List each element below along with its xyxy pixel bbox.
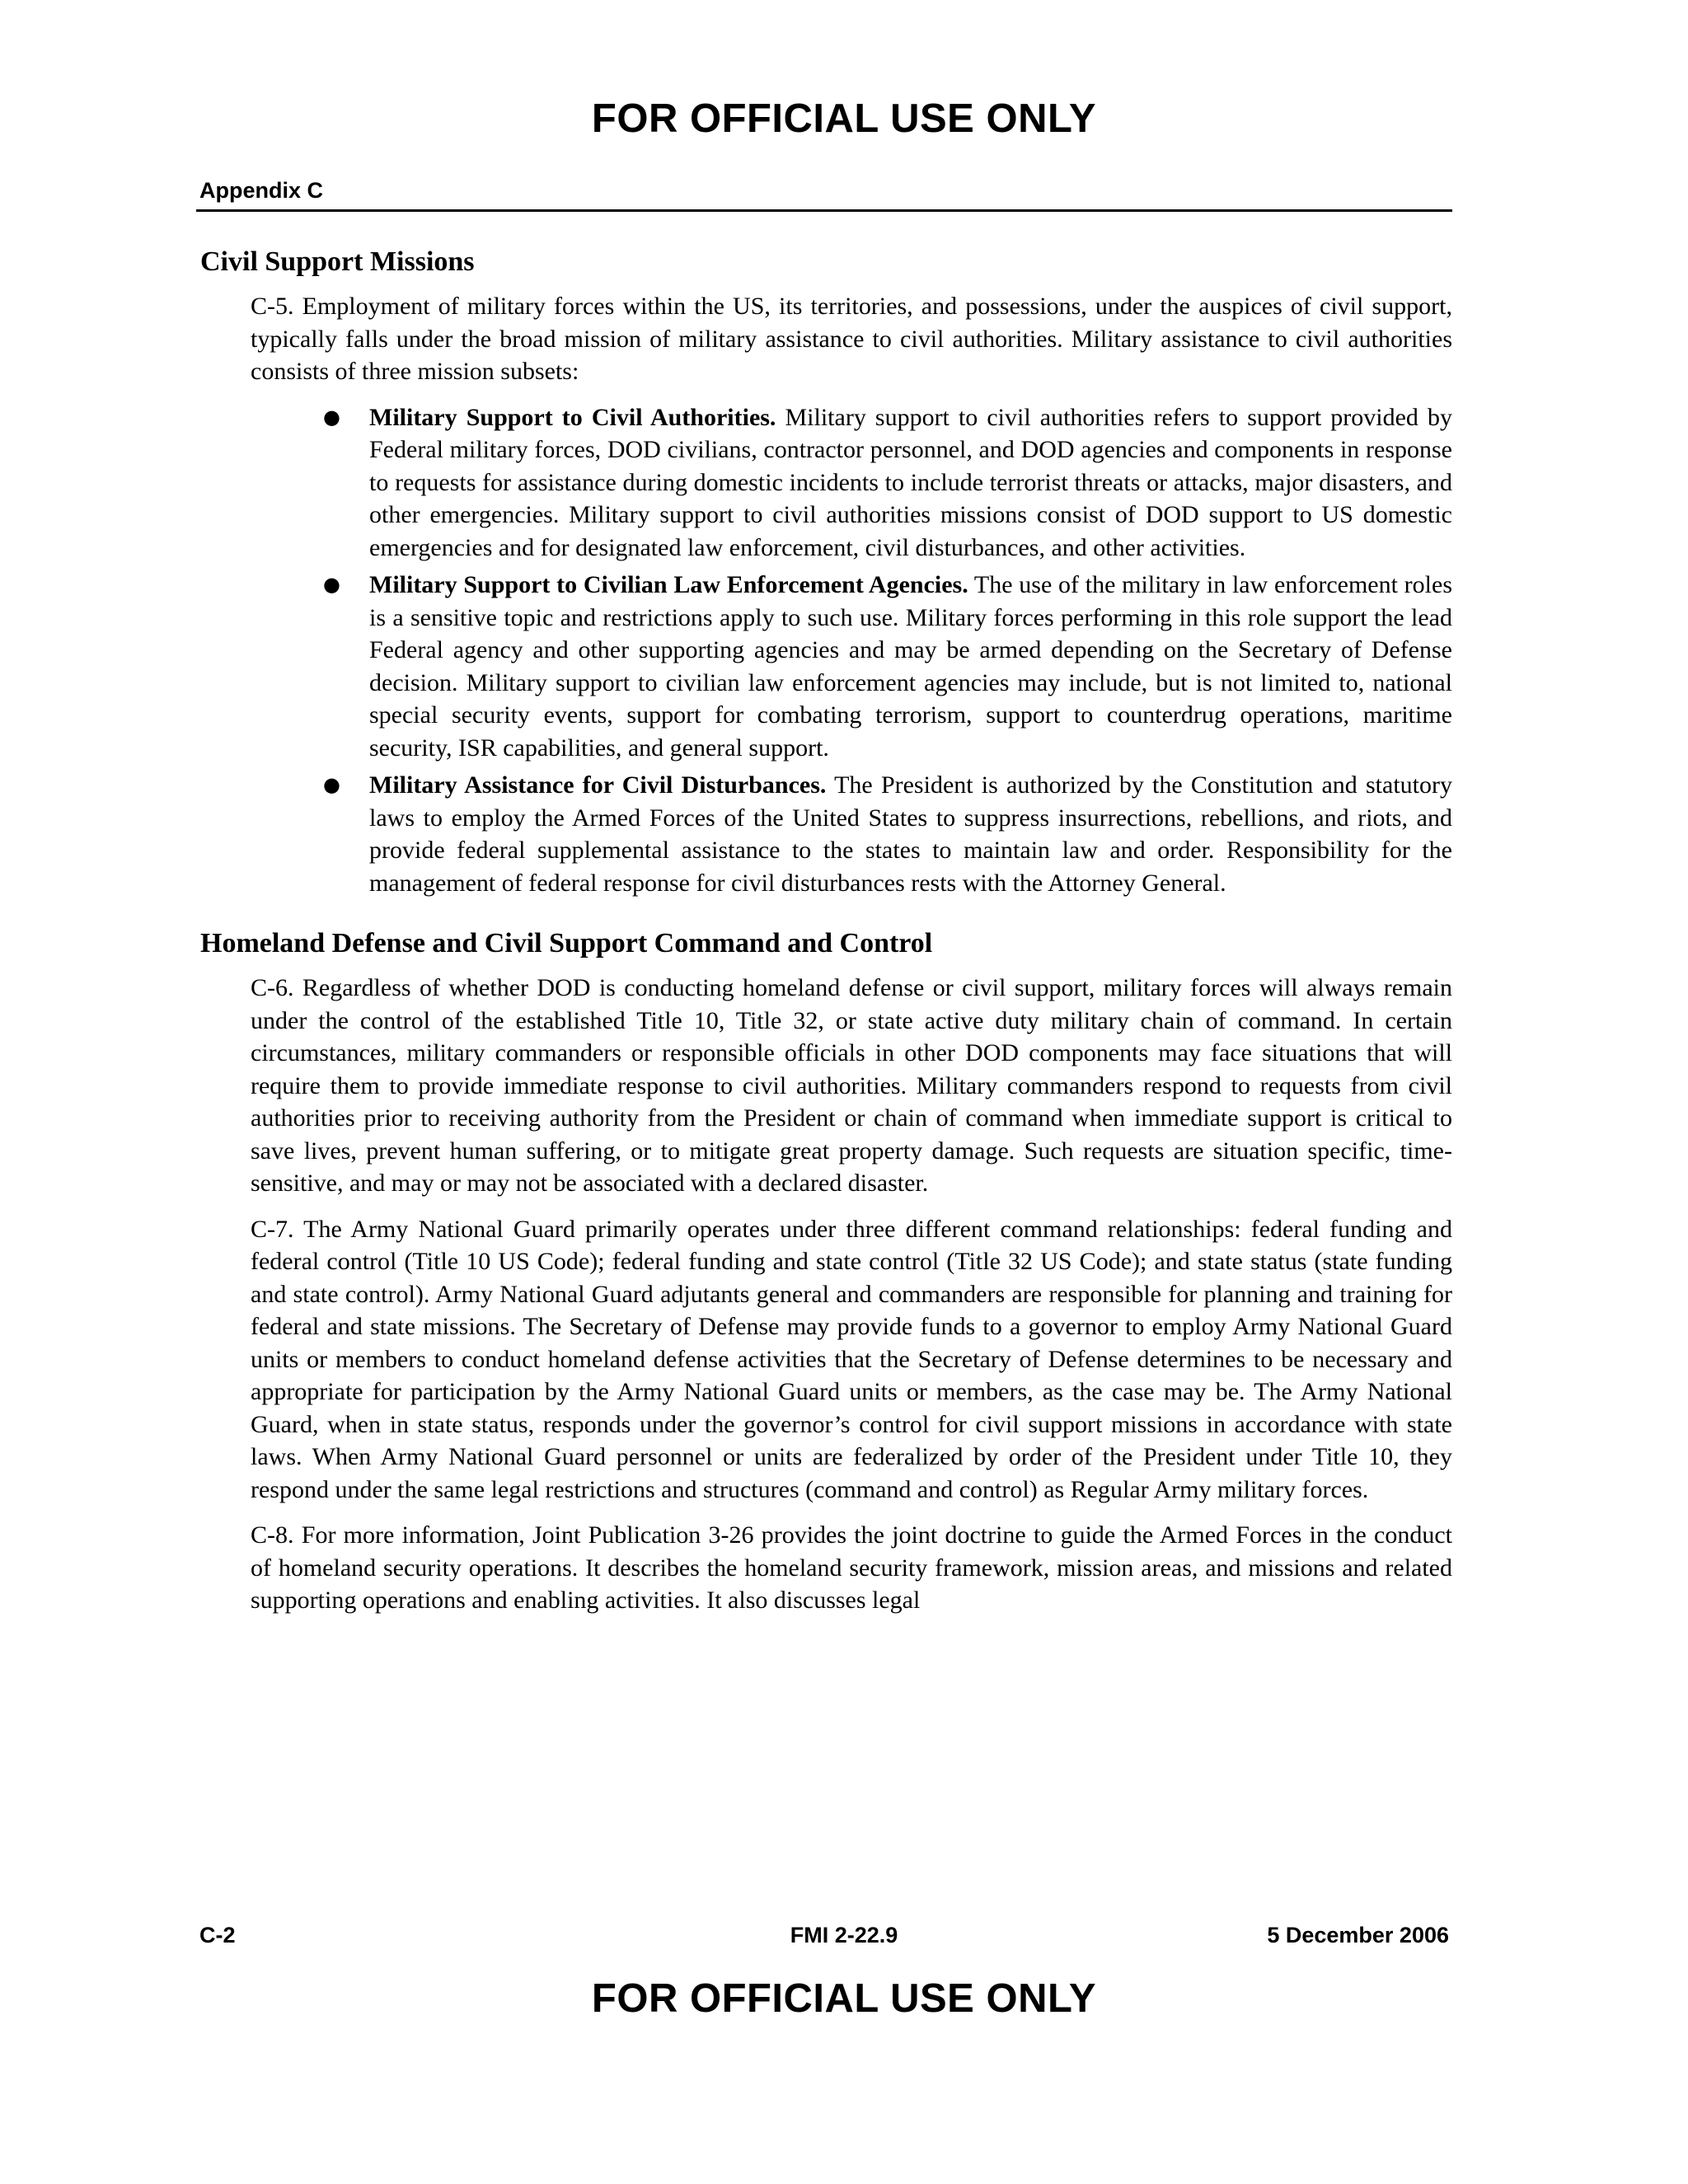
footer-page-number: C-2 [199, 1923, 236, 1947]
mission-subsets-list [198, 401, 1452, 900]
list-item [323, 569, 1453, 764]
list-item [323, 769, 1452, 899]
bullet-text: The use of the military in law enforcement roles is a sensitive topic and restrictions apply to such use. Military forces performing in this role support the lead Federal agency and other supporting agencies and may be armed depending on the Secretary of Defense decision. Military support to civilian law enforcement agencies may include, but is not limited to, national special security events, support for combating terrorism, support to counterdrug operations, maritime security, ISR capabilities, and general support. [369, 571, 1453, 762]
bullet-icon: ● [323, 573, 340, 596]
bullet-term: Military Support to Civil Authorities. [369, 403, 776, 431]
section-heading-command-and-control: Homeland Defense and Civil Support Command and Control [200, 928, 933, 958]
header-rule [196, 209, 1452, 212]
running-head: Appendix C [199, 178, 324, 203]
paragraph-c5: C-5. Employment of military forces within the US, its territories, and possessions, under the auspices of civil support, typically falls under the broad mission of military assistance to civil authorities. Military assistance to civil authorities consists of three mission subsets: [251, 293, 1452, 385]
paragraph-c7: C-7. The Army National Guard primarily operates under three different command relationships: federal funding and federal control (Title 10 US Code); federal funding and state control (Title 32 US Code); and state status (state funding and state control). Army National Guard adjutants general and commanders are responsible for planning and training for federal and state missions. The Secretary of Defense may provide funds to a governor to employ Army National Guard units or members to conduct homeland defense activities that the Secretary of Defense determines to be necessary and appropriate for participation by the Army National Guard units or members, as the case may be. The Army National Guard, when in state status, responds under the governor’s control for civil support missions in accordance with state laws. When Army National Guard personnel or units are federalized by order of the President under Title 10, they respond under the same legal restrictions and structures (command and control) as Regular Army military forces. [251, 1215, 1452, 1503]
list-item [323, 401, 1452, 565]
bullet-icon: ● [323, 405, 340, 429]
paragraph-c8: C-8. For more information, Joint Publication 3-26 provides the joint doctrine to guide the Armed Forces in the conduct of homeland security operations. It describes the homeland security framework, mission areas, and missions and related supporting operations and enabling activities. It also discusses legal [251, 1521, 1452, 1614]
classification-banner-bottom: FOR OFFICIAL USE ONLY [591, 1976, 1097, 2021]
bullet-icon: ● [323, 773, 340, 796]
footer-publication: FMI 2-22.9 [790, 1923, 898, 1947]
bullet-text: Military support to civil authorities refers to support provided by Federal military forces, DOD civilians, contractor personnel, and DOD agencies and components in response to requests for assistance during domestic incidents to include terrorist threats or attacks, major disasters, and other emergencies. Military support to civil authorities missions consist of DOD support to US domestic emergencies and for designated law enforcement, civil disturbances, and other activities. [369, 403, 1452, 561]
footer-date: 5 December 2006 [1267, 1923, 1449, 1947]
section-heading-civil-support-missions: Civil Support Missions [200, 246, 475, 277]
bullet-term: Military Assistance for Civil Disturbances. [369, 771, 827, 799]
paragraph-c6: C-6. Regardless of whether DOD is conducting homeland defense or civil support, military forces will always remain under the control of the established Title 10, Title 32, or state active duty military chain of command. In certain circumstances, military commanders or responsible officials in other DOD components may face situations that will require them to provide immediate response to civil authorities. Military commanders respond to requests from civil authorities prior to receiving authority from the President or chain of command when immediate support is critical to save lives, prevent human suffering, or to mitigate great property damage. Such requests are situation specific, time-sensitive, and may or may not be associated with a declared disaster. [251, 974, 1452, 1197]
bullet-text: The President is authorized by the Constitution and statutory laws to employ the Armed Forces of the United States to suppress insurrections, rebellions, and riots, and provide federal supplemental assistance to the states to maintain law and order. Responsibility for the management of federal response for civil disturbances rests with the Attorney General. [369, 771, 1452, 897]
classification-banner-top: FOR OFFICIAL USE ONLY [591, 96, 1097, 141]
page-body [198, 244, 1452, 1630]
bullet-term: Military Support to Civilian Law Enforcement Agencies. [369, 571, 968, 598]
